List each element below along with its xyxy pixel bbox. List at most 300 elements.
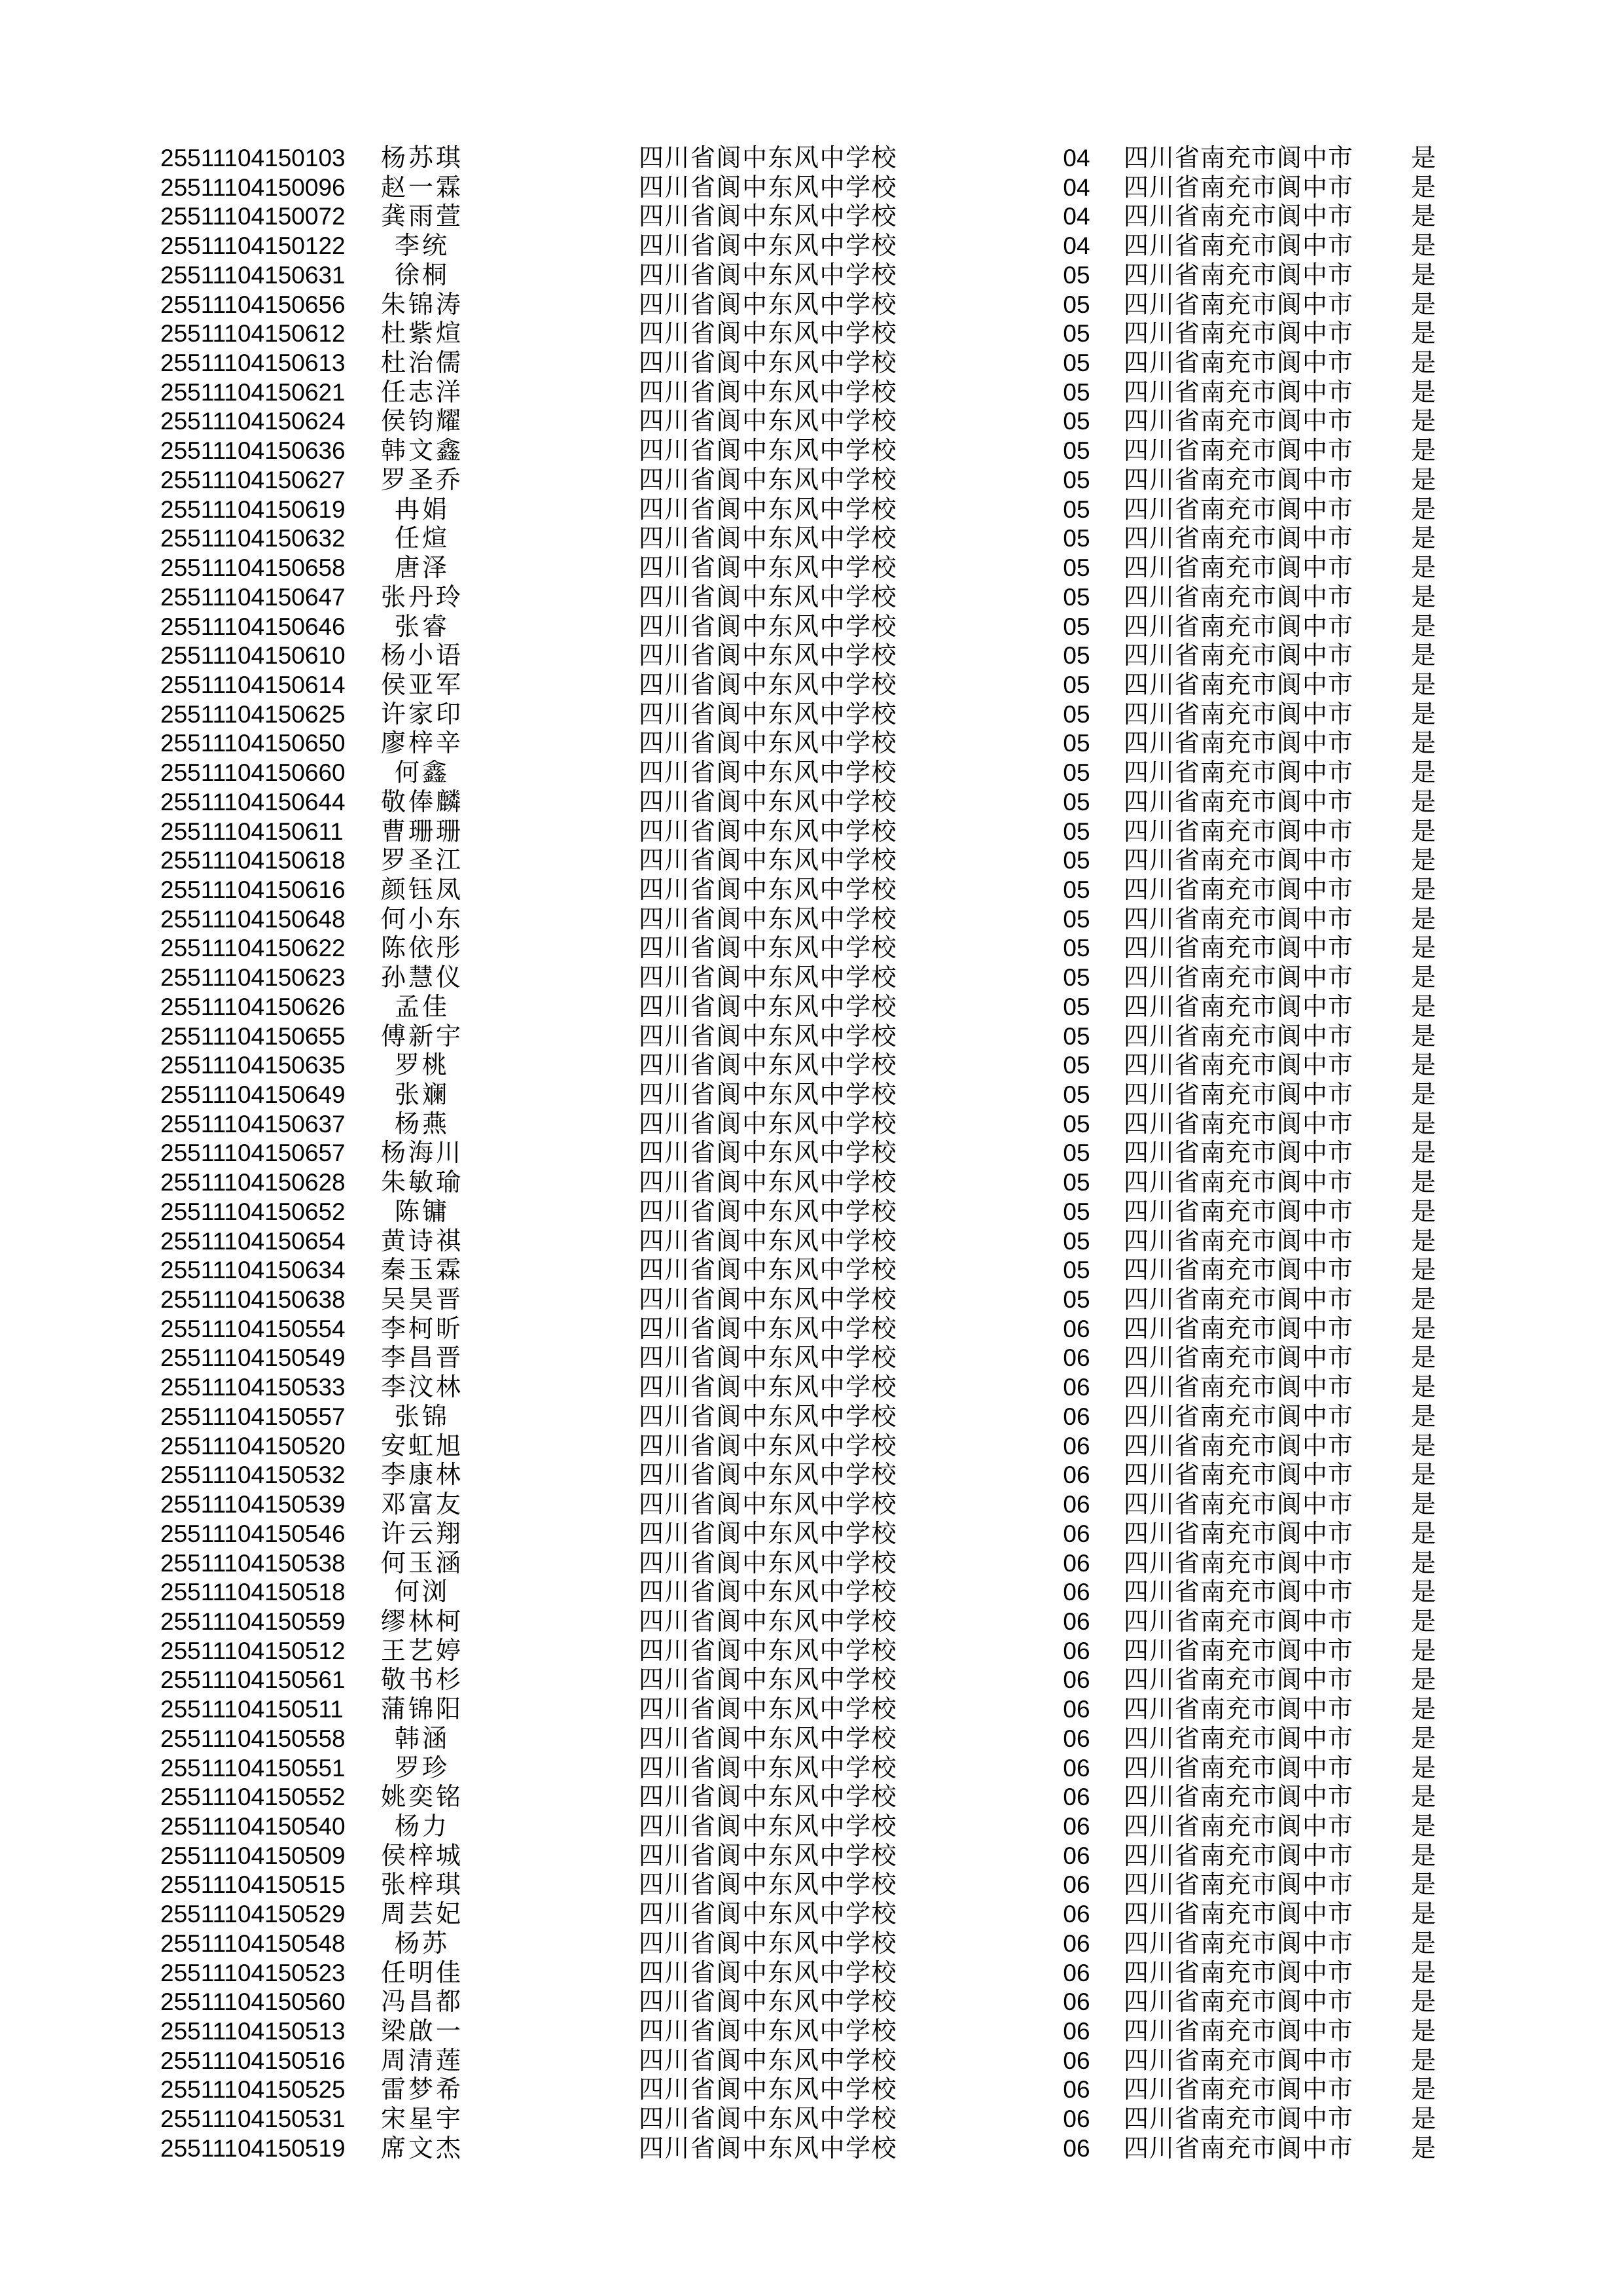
cell-district: 四川省南充市阆中市 bbox=[1124, 876, 1354, 904]
cell-exam-id: 25511104150611 bbox=[160, 817, 344, 845]
cell-exam-id: 25511104150538 bbox=[160, 1549, 346, 1577]
cell-name: 安虹旭 bbox=[380, 1432, 463, 1460]
cell-name: 孟佳 bbox=[394, 993, 450, 1021]
cell-school: 四川省阆中东风中学校 bbox=[639, 1432, 898, 1460]
cell-name: 吴昊晋 bbox=[380, 1286, 463, 1314]
cell-district: 四川省南充市阆中市 bbox=[1124, 1491, 1354, 1519]
cell-school: 四川省阆中东风中学校 bbox=[639, 1110, 898, 1138]
cell-confirmed: 是 bbox=[1410, 730, 1436, 758]
cell-class: 05 bbox=[1063, 759, 1090, 787]
cell-confirmed: 是 bbox=[1410, 2134, 1436, 2162]
cell-exam-id: 25511104150532 bbox=[160, 1462, 346, 1489]
cell-class: 05 bbox=[1063, 964, 1090, 992]
cell-district: 四川省南充市阆中市 bbox=[1124, 203, 1354, 231]
cell-class: 05 bbox=[1063, 613, 1090, 640]
cell-name: 周清莲 bbox=[380, 2047, 463, 2075]
cell-district: 四川省南充市阆中市 bbox=[1124, 525, 1354, 553]
table-row bbox=[0, 788, 1623, 817]
cell-exam-id: 25511104150637 bbox=[160, 1110, 346, 1138]
cell-school: 四川省阆中东风中学校 bbox=[639, 1666, 898, 1695]
cell-class: 05 bbox=[1063, 1198, 1090, 1225]
cell-confirmed: 是 bbox=[1410, 1110, 1436, 1138]
cell-confirmed: 是 bbox=[1410, 232, 1436, 260]
cell-name: 黄诗祺 bbox=[380, 1227, 463, 1255]
cell-name: 廖梓辛 bbox=[380, 730, 463, 758]
cell-class: 05 bbox=[1063, 437, 1090, 465]
cell-district: 四川省南充市阆中市 bbox=[1124, 1344, 1354, 1372]
cell-confirmed: 是 bbox=[1410, 1081, 1436, 1109]
cell-class: 06 bbox=[1063, 2106, 1090, 2133]
cell-school: 四川省阆中东风中学校 bbox=[639, 1198, 898, 1226]
cell-school: 四川省阆中东风中学校 bbox=[639, 291, 898, 319]
cell-district: 四川省南充市阆中市 bbox=[1124, 291, 1354, 319]
table-row bbox=[0, 846, 1623, 876]
table-row bbox=[0, 1315, 1623, 1344]
table-row bbox=[0, 2047, 1623, 2076]
cell-exam-id: 25511104150612 bbox=[160, 320, 346, 348]
cell-district: 四川省南充市阆中市 bbox=[1124, 1784, 1354, 1812]
cell-confirmed: 是 bbox=[1410, 1988, 1436, 2017]
cell-name: 杨力 bbox=[394, 1812, 450, 1840]
cell-district: 四川省南充市阆中市 bbox=[1124, 788, 1354, 816]
cell-name: 缪林柯 bbox=[380, 1607, 463, 1636]
table-row bbox=[0, 1022, 1623, 1052]
cell-district: 四川省南充市阆中市 bbox=[1124, 1139, 1354, 1168]
cell-school: 四川省阆中东风中学校 bbox=[639, 905, 898, 933]
roster-table bbox=[0, 144, 1623, 2164]
cell-district: 四川省南充市阆中市 bbox=[1124, 1871, 1354, 1899]
cell-exam-id: 25511104150616 bbox=[160, 876, 346, 903]
cell-district: 四川省南充市阆中市 bbox=[1124, 1725, 1354, 1753]
cell-confirmed: 是 bbox=[1410, 1666, 1436, 1695]
cell-district: 四川省南充市阆中市 bbox=[1124, 554, 1354, 583]
cell-exam-id: 25511104150613 bbox=[160, 350, 346, 377]
cell-school: 四川省阆中东风中学校 bbox=[639, 1403, 898, 1431]
table-row bbox=[0, 1198, 1623, 1227]
cell-district: 四川省南充市阆中市 bbox=[1124, 1227, 1354, 1255]
table-row bbox=[0, 2017, 1623, 2047]
cell-name: 朱敏瑜 bbox=[380, 1169, 463, 1197]
cell-exam-id: 25511104150519 bbox=[160, 2134, 346, 2162]
table-row bbox=[0, 700, 1623, 730]
cell-class: 06 bbox=[1063, 1929, 1090, 1957]
cell-school: 四川省阆中东风中学校 bbox=[639, 466, 898, 494]
cell-exam-id: 25511104150624 bbox=[160, 408, 346, 435]
cell-class: 06 bbox=[1063, 2076, 1090, 2104]
cell-confirmed: 是 bbox=[1410, 1579, 1436, 1607]
table-row bbox=[0, 1549, 1623, 1579]
cell-confirmed: 是 bbox=[1410, 1344, 1436, 1372]
cell-exam-id: 25511104150515 bbox=[160, 1871, 346, 1899]
cell-class: 04 bbox=[1063, 173, 1090, 201]
table-row bbox=[0, 261, 1623, 291]
cell-class: 05 bbox=[1063, 847, 1090, 874]
table-row bbox=[0, 641, 1623, 671]
cell-school: 四川省阆中东风中学校 bbox=[639, 203, 898, 231]
cell-class: 05 bbox=[1063, 730, 1090, 757]
cell-exam-id: 25511104150622 bbox=[160, 935, 346, 962]
cell-district: 四川省南充市阆中市 bbox=[1124, 320, 1354, 348]
cell-exam-id: 25511104150626 bbox=[160, 993, 346, 1020]
cell-class: 06 bbox=[1063, 2018, 1090, 2045]
table-row bbox=[0, 466, 1623, 495]
cell-class: 05 bbox=[1063, 700, 1090, 728]
cell-name: 何浏 bbox=[394, 1579, 450, 1607]
cell-school: 四川省阆中东风中学校 bbox=[639, 1988, 898, 2017]
cell-confirmed: 是 bbox=[1410, 1812, 1436, 1840]
table-row bbox=[0, 1344, 1623, 1373]
cell-class: 06 bbox=[1063, 1607, 1090, 1635]
cell-school: 四川省阆中东风中学校 bbox=[639, 145, 898, 172]
cell-name: 张锦 bbox=[394, 1403, 450, 1431]
cell-name: 杜紫煊 bbox=[380, 320, 463, 348]
cell-school: 四川省阆中东风中学校 bbox=[639, 642, 898, 670]
cell-district: 四川省南充市阆中市 bbox=[1124, 1432, 1354, 1460]
cell-name: 李汶林 bbox=[380, 1374, 463, 1402]
table-row bbox=[0, 524, 1623, 554]
cell-exam-id: 25511104150610 bbox=[160, 642, 346, 670]
cell-school: 四川省阆中东风中学校 bbox=[639, 1549, 898, 1577]
cell-confirmed: 是 bbox=[1410, 173, 1436, 202]
cell-district: 四川省南充市阆中市 bbox=[1124, 1374, 1354, 1402]
cell-school: 四川省阆中东风中学校 bbox=[639, 1842, 898, 1870]
cell-confirmed: 是 bbox=[1410, 437, 1436, 465]
table-row bbox=[0, 1110, 1623, 1139]
cell-school: 四川省阆中东风中学校 bbox=[639, 1520, 898, 1548]
cell-exam-id: 25511104150531 bbox=[160, 2106, 346, 2133]
cell-district: 四川省南充市阆中市 bbox=[1124, 1052, 1354, 1080]
cell-name: 宋星宇 bbox=[380, 2106, 463, 2134]
cell-district: 四川省南充市阆中市 bbox=[1124, 408, 1354, 436]
cell-class: 05 bbox=[1063, 554, 1090, 582]
table-row bbox=[0, 876, 1623, 905]
cell-exam-id: 25511104150648 bbox=[160, 905, 346, 933]
cell-district: 四川省南充市阆中市 bbox=[1124, 466, 1354, 494]
cell-district: 四川省南充市阆中市 bbox=[1124, 1666, 1354, 1695]
cell-exam-id: 25511104150122 bbox=[160, 232, 346, 260]
table-row bbox=[0, 1139, 1623, 1168]
cell-class: 06 bbox=[1063, 1579, 1090, 1606]
cell-name: 敬书杉 bbox=[380, 1666, 463, 1695]
cell-school: 四川省阆中东风中学校 bbox=[639, 408, 898, 436]
cell-confirmed: 是 bbox=[1410, 1052, 1436, 1080]
table-row bbox=[0, 349, 1623, 378]
cell-exam-id: 25511104150513 bbox=[160, 2018, 346, 2045]
cell-school: 四川省阆中东风中学校 bbox=[639, 173, 898, 202]
cell-name: 侯亚军 bbox=[380, 671, 463, 699]
cell-exam-id: 25511104150646 bbox=[160, 613, 346, 640]
cell-school: 四川省阆中东风中学校 bbox=[639, 1579, 898, 1607]
cell-name: 侯钧耀 bbox=[380, 408, 463, 436]
cell-name: 冯昌都 bbox=[380, 1988, 463, 2017]
cell-district: 四川省南充市阆中市 bbox=[1124, 1929, 1354, 1958]
cell-confirmed: 是 bbox=[1410, 1198, 1436, 1226]
cell-name: 杨苏琪 bbox=[380, 145, 463, 172]
cell-district: 四川省南充市阆中市 bbox=[1124, 993, 1354, 1021]
cell-confirmed: 是 bbox=[1410, 1520, 1436, 1548]
cell-district: 四川省南充市阆中市 bbox=[1124, 2134, 1354, 2162]
cell-class: 06 bbox=[1063, 1344, 1090, 1372]
cell-school: 四川省阆中东风中学校 bbox=[639, 437, 898, 465]
cell-exam-id: 25511104150540 bbox=[160, 1812, 346, 1840]
cell-school: 四川省阆中东风中学校 bbox=[639, 1491, 898, 1519]
cell-confirmed: 是 bbox=[1410, 291, 1436, 319]
cell-district: 四川省南充市阆中市 bbox=[1124, 1959, 1354, 1987]
cell-class: 05 bbox=[1063, 320, 1090, 348]
cell-school: 四川省阆中东风中学校 bbox=[639, 1607, 898, 1636]
cell-confirmed: 是 bbox=[1410, 817, 1436, 846]
cell-class: 05 bbox=[1063, 525, 1090, 552]
cell-exam-id: 25511104150618 bbox=[160, 847, 346, 874]
cell-exam-id: 25511104150548 bbox=[160, 1929, 346, 1957]
cell-district: 四川省南充市阆中市 bbox=[1124, 1607, 1354, 1636]
cell-exam-id: 25511104150511 bbox=[160, 1696, 344, 1723]
cell-name: 任志洋 bbox=[380, 378, 463, 406]
cell-school: 四川省阆中东风中学校 bbox=[639, 2047, 898, 2075]
cell-name: 李统 bbox=[394, 232, 450, 260]
cell-district: 四川省南充市阆中市 bbox=[1124, 1842, 1354, 1870]
cell-name: 梁啟一 bbox=[380, 2018, 463, 2045]
cell-exam-id: 25511104150621 bbox=[160, 378, 346, 406]
cell-class: 06 bbox=[1063, 1812, 1090, 1840]
cell-class: 06 bbox=[1063, 1520, 1090, 1547]
cell-school: 四川省阆中东风中学校 bbox=[639, 1139, 898, 1168]
cell-district: 四川省南充市阆中市 bbox=[1124, 1579, 1354, 1607]
cell-school: 四川省阆中东风中学校 bbox=[639, 1227, 898, 1255]
cell-confirmed: 是 bbox=[1410, 1169, 1436, 1197]
cell-class: 05 bbox=[1063, 993, 1090, 1020]
cell-name: 杨燕 bbox=[394, 1110, 450, 1138]
cell-exam-id: 25511104150518 bbox=[160, 1579, 346, 1606]
cell-name: 张睿 bbox=[394, 613, 450, 641]
cell-district: 四川省南充市阆中市 bbox=[1124, 1462, 1354, 1490]
cell-exam-id: 25511104150072 bbox=[160, 203, 346, 230]
cell-school: 四川省阆中东风中学校 bbox=[639, 1725, 898, 1753]
cell-district: 四川省南充市阆中市 bbox=[1124, 1403, 1354, 1431]
cell-name: 朱锦涛 bbox=[380, 291, 463, 319]
table-row bbox=[0, 554, 1623, 583]
cell-exam-id: 25511104150525 bbox=[160, 2076, 346, 2104]
table-row bbox=[0, 1607, 1623, 1637]
cell-class: 05 bbox=[1063, 1110, 1090, 1138]
cell-exam-id: 25511104150512 bbox=[160, 1637, 346, 1664]
cell-class: 06 bbox=[1063, 1901, 1090, 1928]
cell-name: 侯梓城 bbox=[380, 1842, 463, 1870]
cell-exam-id: 25511104150561 bbox=[160, 1666, 346, 1694]
cell-confirmed: 是 bbox=[1410, 2018, 1436, 2045]
cell-exam-id: 25511104150628 bbox=[160, 1169, 346, 1196]
table-row bbox=[0, 1256, 1623, 1285]
table-row bbox=[0, 1168, 1623, 1198]
cell-district: 四川省南充市阆中市 bbox=[1124, 905, 1354, 933]
cell-name: 李昌晋 bbox=[380, 1344, 463, 1372]
cell-school: 四川省阆中东风中学校 bbox=[639, 671, 898, 699]
cell-school: 四川省阆中东风中学校 bbox=[639, 1959, 898, 1987]
cell-confirmed: 是 bbox=[1410, 261, 1436, 289]
cell-confirmed: 是 bbox=[1410, 2106, 1436, 2134]
cell-name: 许家印 bbox=[380, 700, 463, 728]
cell-district: 四川省南充市阆中市 bbox=[1124, 2106, 1354, 2134]
cell-class: 06 bbox=[1063, 1666, 1090, 1694]
cell-exam-id: 25511104150647 bbox=[160, 583, 346, 611]
cell-school: 四川省阆中东风中学校 bbox=[639, 2076, 898, 2104]
table-row bbox=[0, 1285, 1623, 1315]
cell-confirmed: 是 bbox=[1410, 466, 1436, 494]
cell-class: 05 bbox=[1063, 291, 1090, 318]
table-row bbox=[0, 1754, 1623, 1784]
cell-name: 任煊 bbox=[394, 525, 450, 553]
cell-class: 06 bbox=[1063, 1871, 1090, 1899]
table-row bbox=[0, 144, 1623, 173]
cell-name: 姚奕铭 bbox=[380, 1784, 463, 1812]
cell-district: 四川省南充市阆中市 bbox=[1124, 1549, 1354, 1577]
cell-school: 四川省阆中东风中学校 bbox=[639, 1052, 898, 1080]
cell-confirmed: 是 bbox=[1410, 1929, 1436, 1958]
cell-confirmed: 是 bbox=[1410, 847, 1436, 875]
cell-class: 06 bbox=[1063, 1315, 1090, 1342]
table-row bbox=[0, 1373, 1623, 1403]
cell-name: 陈依彤 bbox=[380, 935, 463, 963]
cell-confirmed: 是 bbox=[1410, 2047, 1436, 2075]
cell-exam-id: 25511104150635 bbox=[160, 1052, 346, 1079]
cell-confirmed: 是 bbox=[1410, 1784, 1436, 1812]
cell-school: 四川省阆中东风中学校 bbox=[639, 1637, 898, 1665]
cell-name: 韩涵 bbox=[394, 1725, 450, 1753]
table-row bbox=[0, 2134, 1623, 2164]
cell-confirmed: 是 bbox=[1410, 1871, 1436, 1899]
table-row bbox=[0, 1871, 1623, 1900]
cell-class: 05 bbox=[1063, 1286, 1090, 1314]
cell-school: 四川省阆中东风中学校 bbox=[639, 1081, 898, 1109]
cell-name: 罗珍 bbox=[394, 1754, 450, 1782]
cell-district: 四川省南充市阆中市 bbox=[1124, 145, 1354, 172]
cell-class: 06 bbox=[1063, 1696, 1090, 1723]
cell-exam-id: 25511104150557 bbox=[160, 1403, 346, 1430]
cell-name: 张斓 bbox=[394, 1081, 450, 1109]
cell-exam-id: 25511104150655 bbox=[160, 1022, 346, 1050]
cell-school: 四川省阆中东风中学校 bbox=[639, 964, 898, 992]
table-row bbox=[0, 2075, 1623, 2105]
cell-class: 06 bbox=[1063, 1374, 1090, 1401]
cell-confirmed: 是 bbox=[1410, 378, 1436, 406]
cell-exam-id: 25511104150625 bbox=[160, 700, 346, 728]
cell-confirmed: 是 bbox=[1410, 554, 1436, 583]
cell-class: 05 bbox=[1063, 935, 1090, 962]
cell-confirmed: 是 bbox=[1410, 1754, 1436, 1782]
cell-district: 四川省南充市阆中市 bbox=[1124, 173, 1354, 202]
cell-name: 敬俸麟 bbox=[380, 788, 463, 816]
cell-name: 杜治儒 bbox=[380, 350, 463, 378]
cell-name: 许云翔 bbox=[380, 1520, 463, 1548]
cell-school: 四川省阆中东风中学校 bbox=[639, 1022, 898, 1050]
cell-class: 05 bbox=[1063, 408, 1090, 435]
cell-school: 四川省阆中东风中学校 bbox=[639, 730, 898, 758]
cell-name: 曹珊珊 bbox=[380, 817, 463, 846]
cell-name: 冉娟 bbox=[394, 495, 450, 524]
table-row bbox=[0, 1578, 1623, 1607]
table-row bbox=[0, 671, 1623, 700]
cell-district: 四川省南充市阆中市 bbox=[1124, 1169, 1354, 1197]
cell-confirmed: 是 bbox=[1410, 1403, 1436, 1431]
cell-district: 四川省南充市阆中市 bbox=[1124, 261, 1354, 289]
table-row bbox=[0, 1988, 1623, 2017]
cell-class: 06 bbox=[1063, 1725, 1090, 1752]
cell-school: 四川省阆中东风中学校 bbox=[639, 935, 898, 963]
table-row bbox=[0, 1666, 1623, 1695]
cell-district: 四川省南充市阆中市 bbox=[1124, 817, 1354, 846]
cell-school: 四川省阆中东风中学校 bbox=[639, 1901, 898, 1929]
table-row bbox=[0, 613, 1623, 642]
cell-district: 四川省南充市阆中市 bbox=[1124, 437, 1354, 465]
table-row bbox=[0, 1900, 1623, 1929]
cell-name: 颜钰凤 bbox=[380, 876, 463, 904]
cell-class: 05 bbox=[1063, 495, 1090, 523]
table-row bbox=[0, 1461, 1623, 1490]
cell-exam-id: 25511104150552 bbox=[160, 1784, 346, 1811]
cell-exam-id: 25511104150559 bbox=[160, 1607, 346, 1635]
cell-exam-id: 25511104150656 bbox=[160, 291, 346, 318]
table-row bbox=[0, 934, 1623, 963]
cell-exam-id: 25511104150529 bbox=[160, 1901, 346, 1928]
cell-class: 05 bbox=[1063, 1022, 1090, 1050]
cell-class: 06 bbox=[1063, 1754, 1090, 1782]
cell-exam-id: 25511104150554 bbox=[160, 1315, 346, 1342]
table-row bbox=[0, 202, 1623, 232]
cell-district: 四川省南充市阆中市 bbox=[1124, 1988, 1354, 2017]
table-row bbox=[0, 1812, 1623, 1842]
table-row bbox=[0, 759, 1623, 788]
cell-district: 四川省南充市阆中市 bbox=[1124, 1520, 1354, 1548]
cell-district: 四川省南充市阆中市 bbox=[1124, 935, 1354, 963]
cell-school: 四川省阆中东风中学校 bbox=[639, 261, 898, 289]
table-row bbox=[0, 1520, 1623, 1549]
cell-school: 四川省阆中东风中学校 bbox=[639, 525, 898, 553]
cell-confirmed: 是 bbox=[1410, 788, 1436, 816]
cell-school: 四川省阆中东风中学校 bbox=[639, 1286, 898, 1314]
cell-confirmed: 是 bbox=[1410, 935, 1436, 963]
cell-class: 06 bbox=[1063, 1549, 1090, 1577]
table-row bbox=[0, 319, 1623, 349]
cell-class: 04 bbox=[1063, 232, 1090, 260]
table-row bbox=[0, 173, 1623, 203]
cell-school: 四川省阆中东风中学校 bbox=[639, 847, 898, 875]
cell-district: 四川省南充市阆中市 bbox=[1124, 730, 1354, 758]
table-row bbox=[0, 407, 1623, 437]
cell-name: 罗圣乔 bbox=[380, 466, 463, 494]
cell-exam-id: 25511104150634 bbox=[160, 1257, 346, 1284]
cell-class: 06 bbox=[1063, 1637, 1090, 1664]
cell-name: 杨小语 bbox=[380, 642, 463, 670]
cell-district: 四川省南充市阆中市 bbox=[1124, 1022, 1354, 1050]
cell-school: 四川省阆中东风中学校 bbox=[639, 554, 898, 583]
cell-district: 四川省南充市阆中市 bbox=[1124, 1315, 1354, 1343]
cell-exam-id: 25511104150520 bbox=[160, 1432, 346, 1460]
cell-confirmed: 是 bbox=[1410, 1227, 1436, 1255]
cell-class: 06 bbox=[1063, 1462, 1090, 1489]
cell-class: 05 bbox=[1063, 905, 1090, 933]
cell-district: 四川省南充市阆中市 bbox=[1124, 1696, 1354, 1724]
cell-class: 06 bbox=[1063, 1432, 1090, 1460]
cell-confirmed: 是 bbox=[1410, 1139, 1436, 1168]
cell-district: 四川省南充市阆中市 bbox=[1124, 2018, 1354, 2045]
cell-name: 李康林 bbox=[380, 1462, 463, 1490]
table-row bbox=[0, 729, 1623, 759]
cell-name: 何玉涵 bbox=[380, 1549, 463, 1577]
cell-exam-id: 25511104150533 bbox=[160, 1374, 346, 1401]
cell-class: 05 bbox=[1063, 1227, 1090, 1255]
cell-district: 四川省南充市阆中市 bbox=[1124, 2047, 1354, 2075]
cell-exam-id: 25511104150657 bbox=[160, 1139, 346, 1167]
